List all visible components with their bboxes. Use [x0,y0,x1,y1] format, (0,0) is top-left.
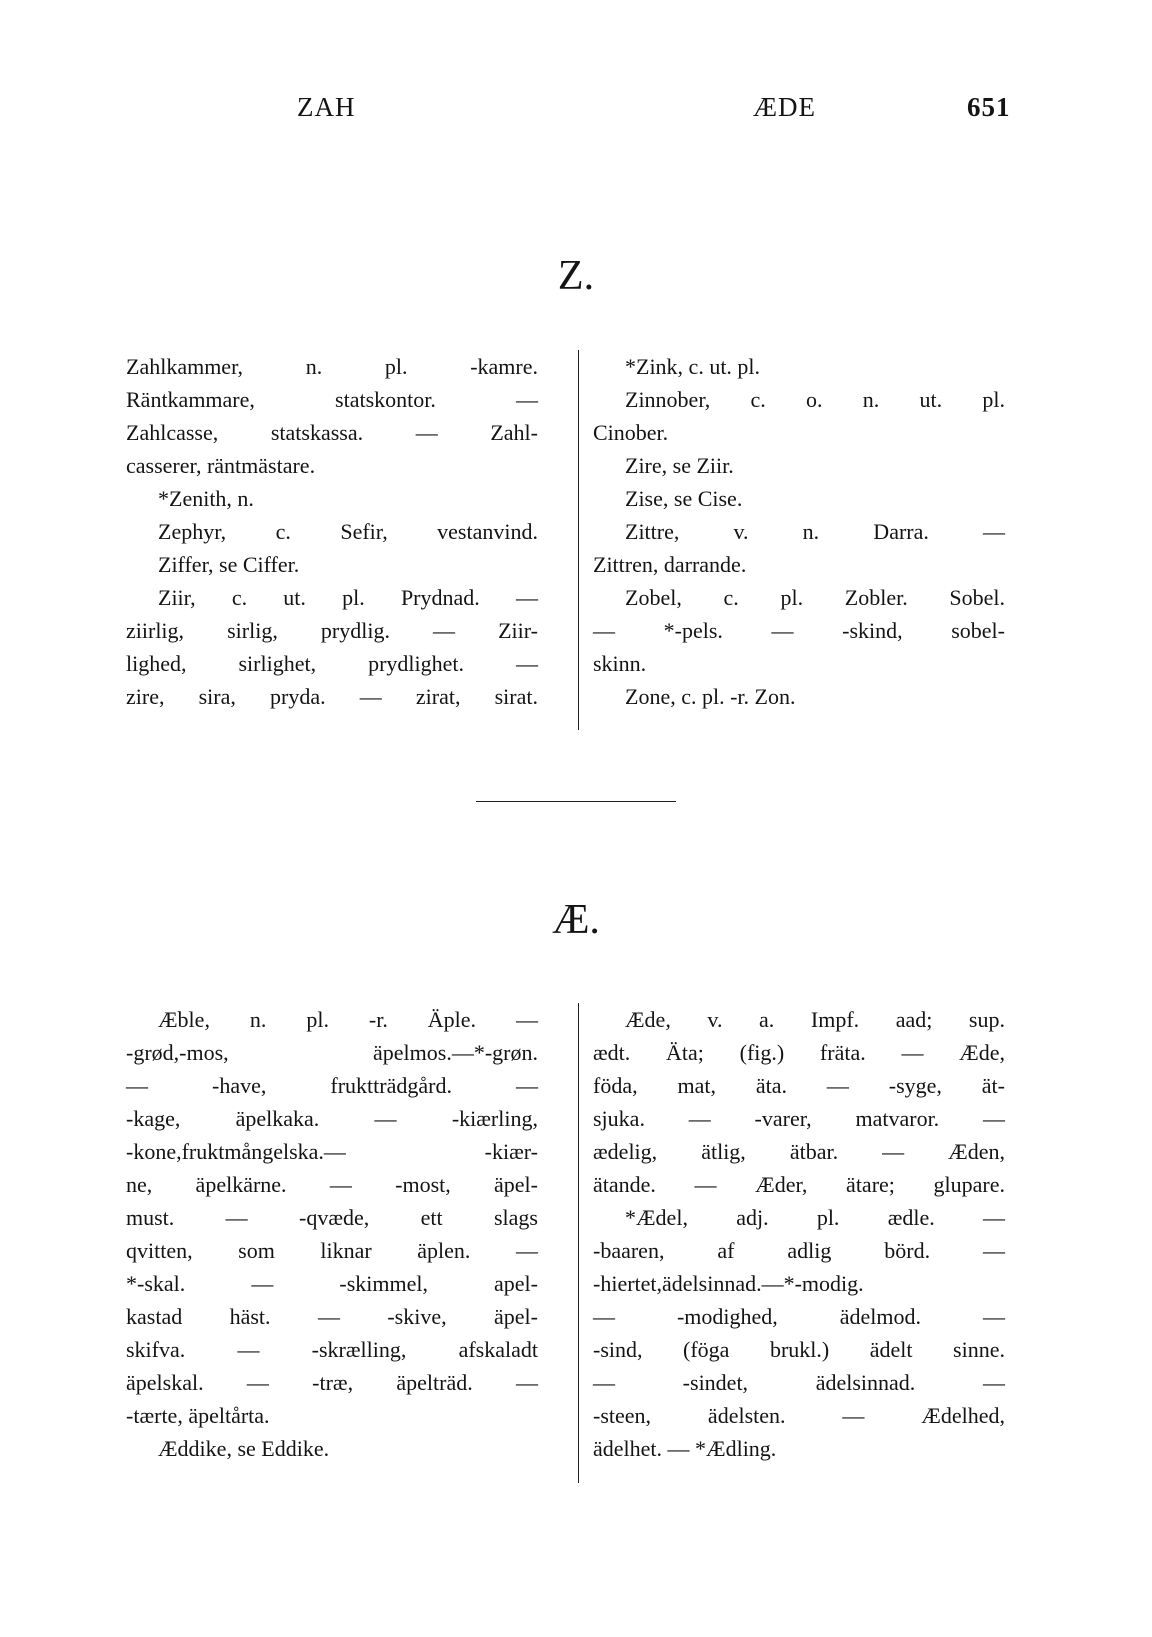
entry-line: Ziffer, se Ciffer. [158,552,300,577]
entry-line: Räntkammare, statskontor. — [126,387,538,412]
entry-line: — -sindet, ädelsinnad. — [593,1370,1005,1395]
entry-line: Zobel, c. pl. Zobler. Sobel. [625,585,1005,610]
column-divider [578,350,579,730]
entry-line: Ziir, c. ut. pl. Prydnad. — [158,585,538,610]
entry-line: föda, mat, äta. — -syge, ät- [593,1073,1005,1098]
section-heading-ae: Æ. [552,897,600,943]
entry-line: -steen, ädelsten. — Ædelhed, [593,1403,1005,1428]
entry-line: Æde, v. a. Impf. aad; sup. [625,1007,1005,1032]
column-left [126,350,538,713]
entry-line: *Zenith, n. [158,486,254,511]
entry-line: ædt. Äta; (fig.) fräta. — Æde, [593,1040,1005,1065]
entry-line: kastad häst. — -skive, äpel- [126,1304,538,1329]
entry-line: ædelig, ätlig, ätbar. — Æden, [593,1139,1005,1164]
entry-line: skifva. — -skrælling, afskaladt [126,1337,538,1362]
entry-line: Cinober. [593,420,669,445]
section-separator-rule [476,801,676,802]
entry-line: Zittren, darrande. [593,552,747,577]
entry-line: Æble, n. pl. -r. Äple. — [158,1007,538,1032]
entry-line: ädelhet. — *Ædling. [593,1436,777,1461]
column-right [593,350,1005,713]
page-header [0,92,1152,132]
column-left [126,1003,538,1465]
entry-line: Zahlcasse, statskassa. — Zahl- [126,420,538,445]
entry-line: ziirlig, sirlig, prydlig. — Ziir- [126,618,538,643]
entry-line: lighed, sirlighet, prydlighet. — [126,651,538,676]
entry-line: äpelskal. — -træ, äpelträd. — [126,1370,538,1395]
entry-line: Zise, se Cise. [625,486,743,511]
entry-line: Zinnober, c. o. n. ut. pl. [625,387,1005,412]
entry-line: -sind, (föga brukl.) ädelt sinne. [593,1337,1005,1362]
entry-line: Æddike, se Eddike. [158,1436,330,1461]
entry-line: *Zink, c. ut. pl. [625,354,761,379]
entry-line: -hiertet,ädelsinnad.—*-modig. [593,1271,864,1296]
entry-line: casserer, räntmästare. [126,453,316,478]
entry-line: qvitten, som liknar äplen. — [126,1238,538,1263]
entry-line: -kone,fruktmångelska.— -kiær- [126,1139,538,1164]
column-divider [578,1003,579,1483]
entry-line: zire, sira, pryda. — zirat, sirat. [126,684,538,709]
entry-line: Zahlkammer, n. pl. -kamre. [126,354,538,379]
entry-line: Zittre, v. n. Darra. — [625,519,1005,544]
header-guide-word-right: ÆDE [753,92,816,122]
entry-line: skinn. [593,651,647,676]
section-heading-z: Z. [557,253,595,299]
entry-line: — *-pels. — -skind, sobel- [593,618,1005,643]
entry-line: -baaren, af adlig börd. — [593,1238,1005,1263]
entry-line: Zephyr, c. Sefir, vestanvind. [158,519,538,544]
entry-line: sjuka. — -varer, matvaror. — [593,1106,1005,1131]
entry-line: Zone, c. pl. -r. Zon. [625,684,796,709]
entry-line: -kage, äpelkaka. — -kiærling, [126,1106,538,1131]
entry-line: *-skal. — -skimmel, apel- [126,1271,538,1296]
entry-line: ne, äpelkärne. — -most, äpel- [126,1172,538,1197]
entry-line: Zire, se Ziir. [625,453,734,478]
page-number: 651 [967,92,1011,122]
entry-line: -grød,-mos, äpelmos.—*-grøn. [126,1040,538,1065]
entry-line: must. — -qvæde, ett slags [126,1205,538,1230]
column-right [593,1003,1005,1465]
header-guide-word-left: ZAH [297,92,356,122]
entry-line: — -have, fruktträdgård. — [126,1073,538,1098]
entry-line: -tærte, äpeltårta. [126,1403,270,1428]
entry-line: *Ædel, adj. pl. ædle. — [625,1205,1005,1230]
entry-line: ätande. — Æder, ätare; glupare. [593,1172,1005,1197]
entry-line: — -modighed, ädelmod. — [593,1304,1005,1329]
